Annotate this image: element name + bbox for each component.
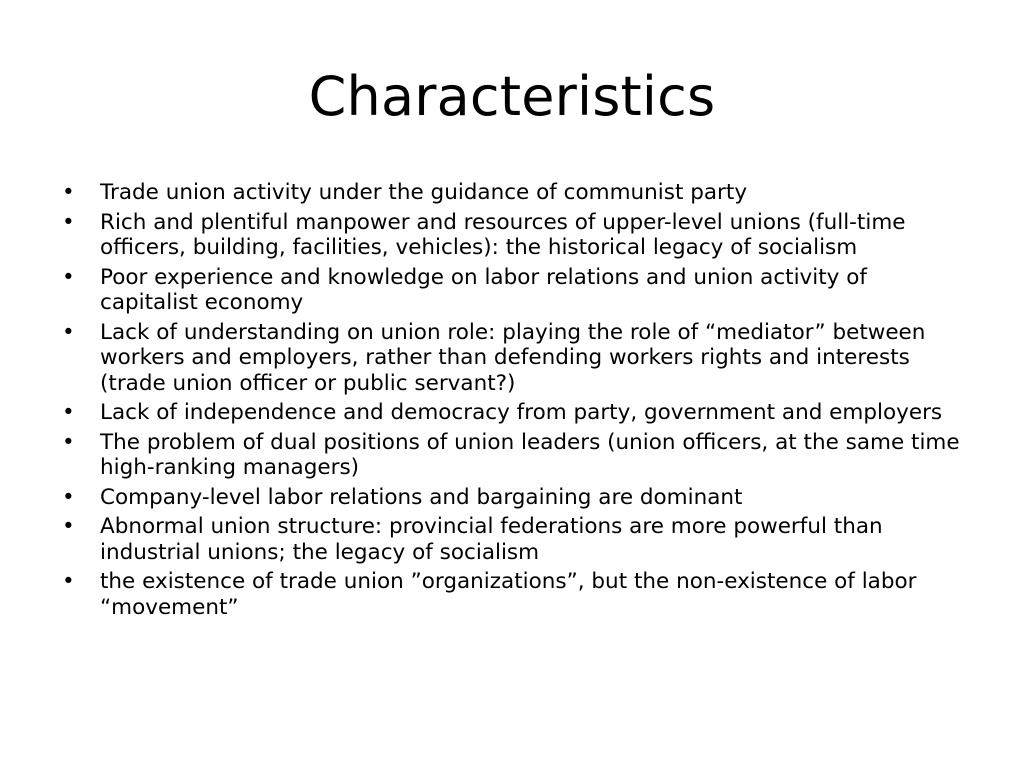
bullet-marker: • [62, 264, 75, 290]
bullet-text: Poor experience and knowledge on labor relations and union activity of capitalist economy [100, 264, 867, 315]
bullet-marker: • [62, 400, 75, 425]
bullet-item [62, 400, 962, 426]
bullet-text: Trade union activity under the guidance of communist party [100, 180, 748, 205]
bullet-item [62, 569, 962, 620]
bullet-item [62, 265, 962, 316]
bullet-marker: • [62, 319, 75, 345]
bullet-text: Rich and plentiful manpower and resources of upper-level unions (full-time officers, building, facilities, vehicles): the historical legacy of socialism [100, 209, 906, 260]
bullet-item [62, 210, 962, 261]
bullet-text: Lack of independence and democracy from party, government and employers [100, 400, 943, 425]
bullet-marker: • [62, 569, 75, 594]
bullet-text: Lack of understanding on union role: playing the role of “mediator” between workers and employers, rather than defending workers rights and interests (trade union officer or public servant?) [100, 319, 926, 396]
bullet-item [62, 514, 962, 565]
bullet-marker: • [62, 429, 75, 455]
bullet-marker: • [62, 514, 75, 539]
bullet-text: Abnormal union structure: provincial federations are more powerful than industrial unions; the legacy of socialism [100, 514, 883, 565]
bullet-marker: • [62, 209, 75, 235]
bullet-item [62, 430, 962, 481]
bullet-text: The problem of dual positions of union leaders (union officers, at the same time high-ranking managers) [100, 429, 960, 480]
bullet-text: Company-level labor relations and bargaining are dominant [100, 484, 743, 510]
bullet-marker: • [62, 180, 75, 205]
bullet-item [62, 485, 962, 511]
slide-title: Characteristics [308, 65, 716, 128]
bullet-text: the existence of trade union ”organizations”, but the non-existence of labor “movement” [100, 569, 917, 620]
bullet-item [62, 180, 962, 206]
bullet-marker: • [62, 484, 75, 510]
bullet-item [62, 320, 962, 397]
bullet-list [62, 180, 962, 624]
